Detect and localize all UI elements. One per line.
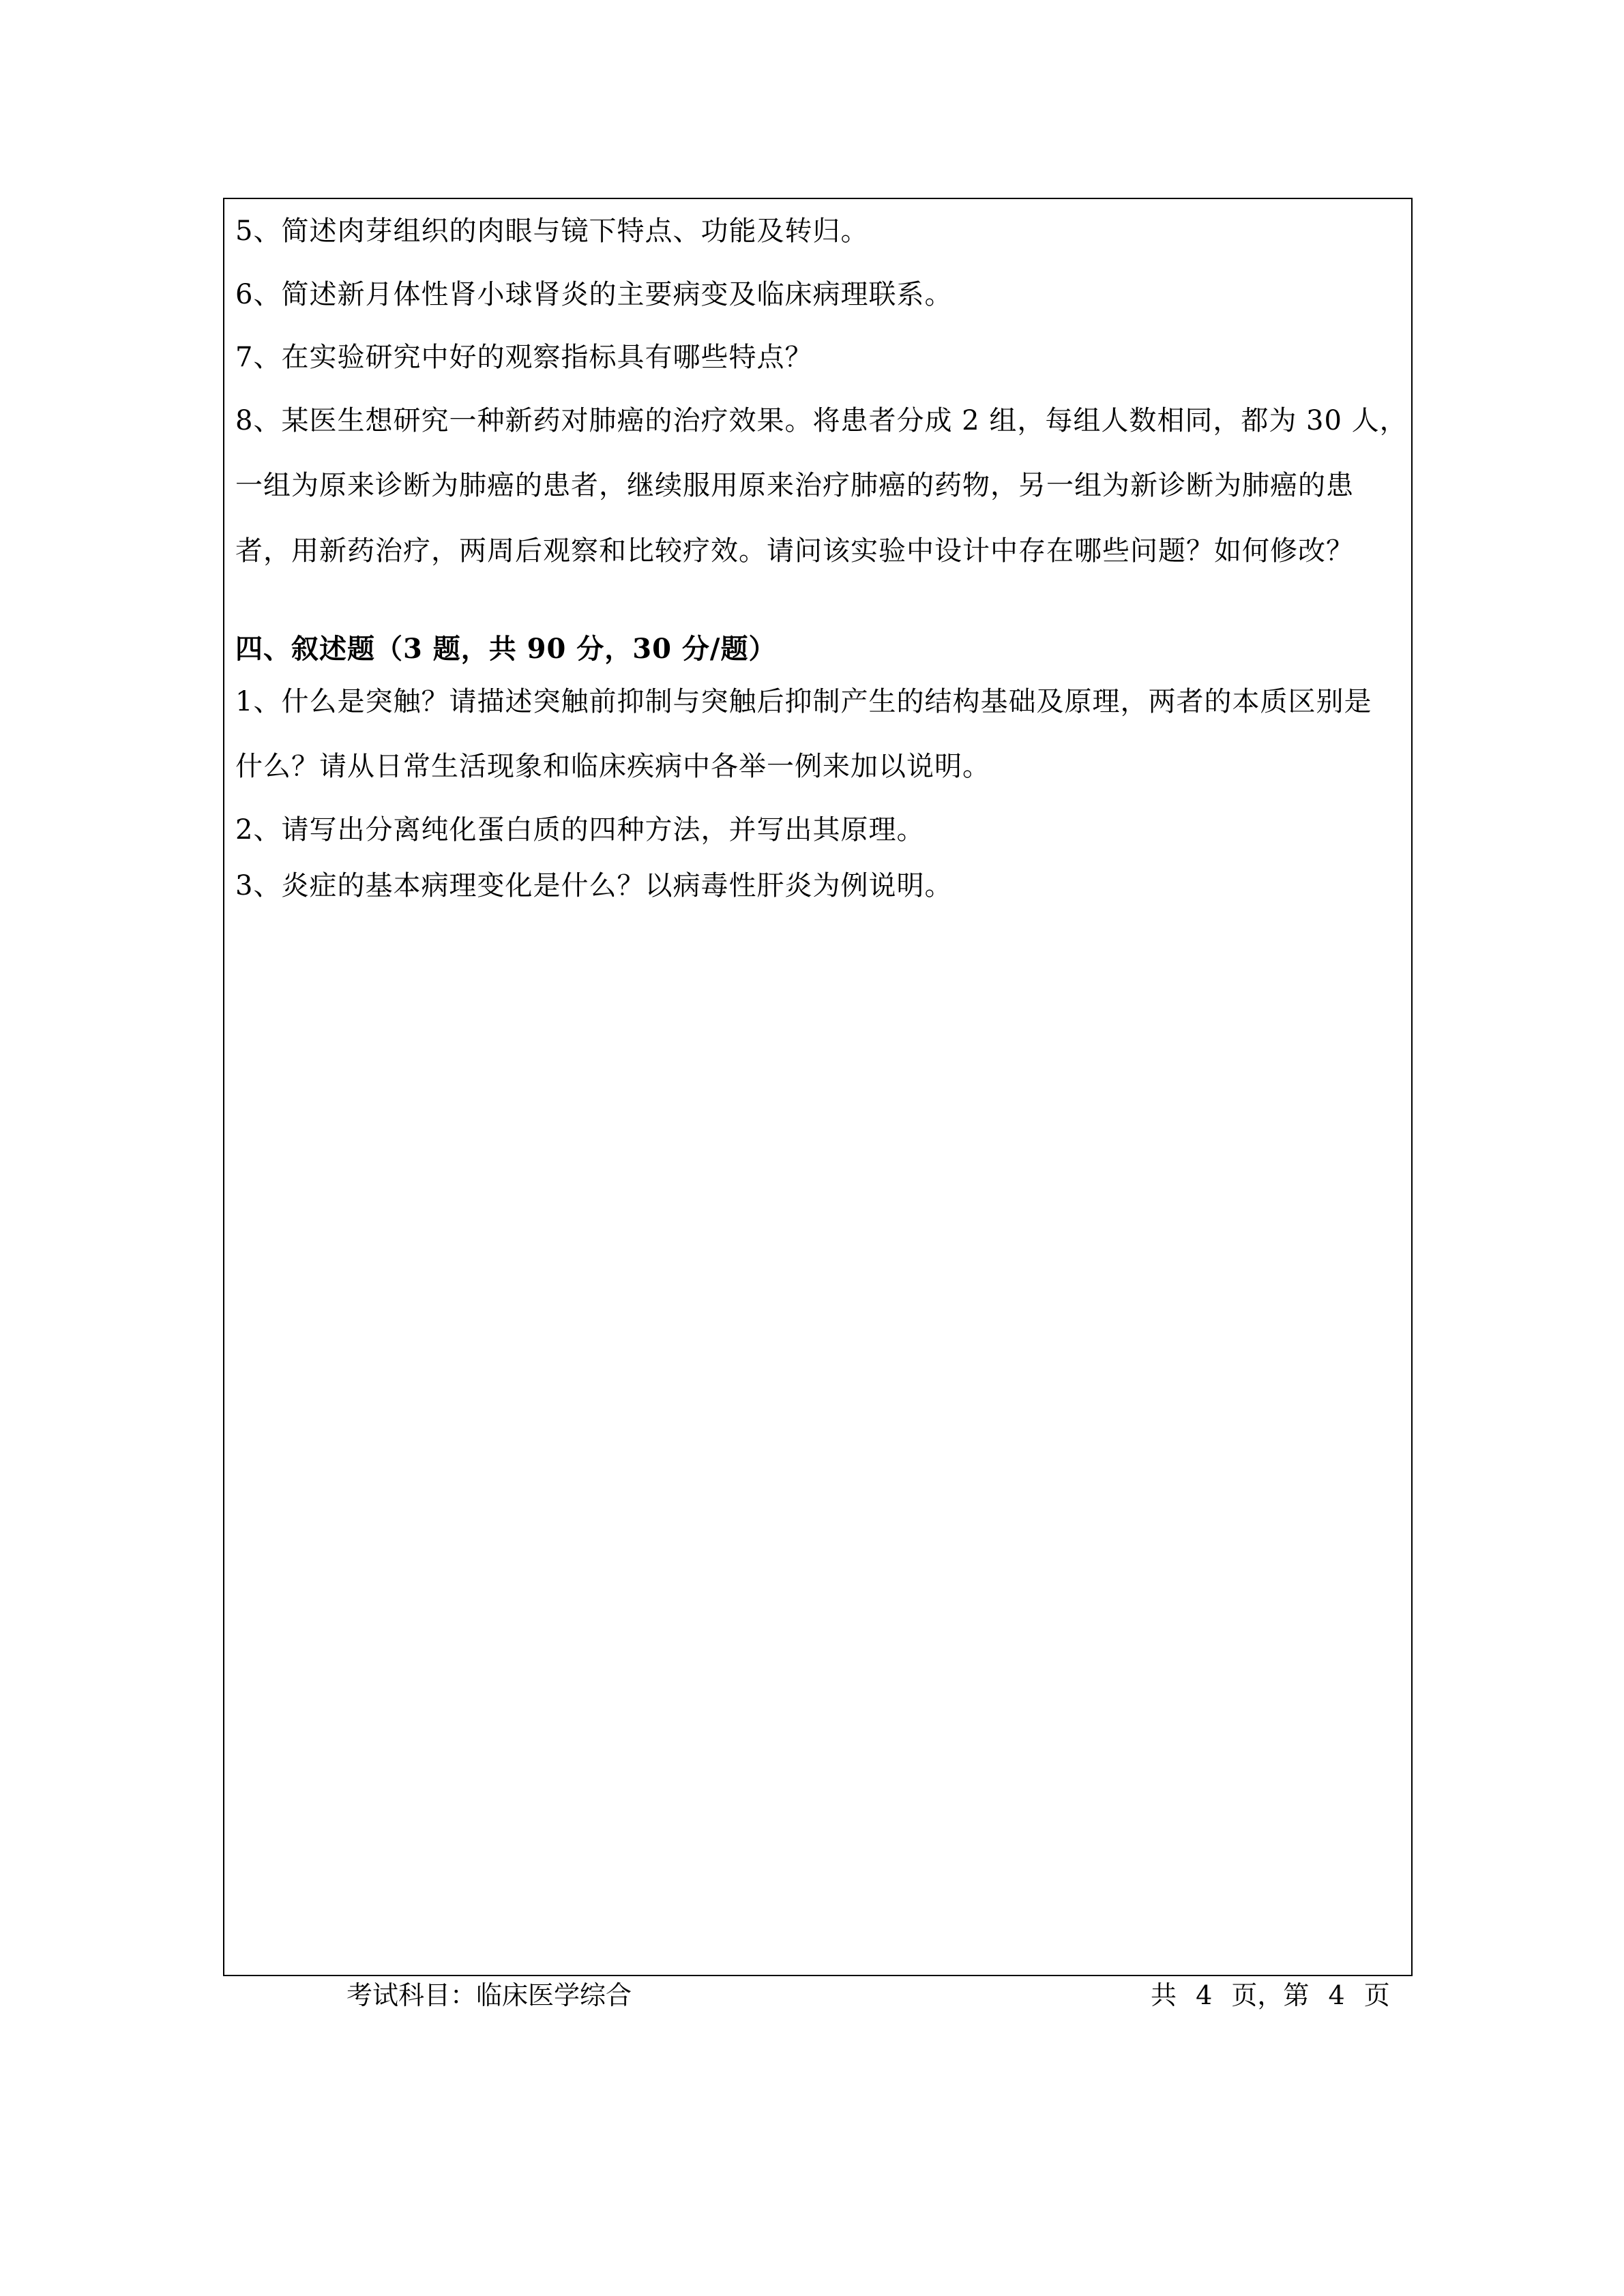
total-prefix: 共 [1151,1980,1177,2010]
total-suffix: 页，第 [1231,1980,1310,2010]
question-8-line-1: 8、某医生想研究一种新药对肺癌的治疗效果。将患者分成 2 组，每组人数相同，都为 30 人， [235,405,1408,436]
question-8-line-3: 者，用新药治疗，两周后观察和比较疗效。请问该实验中设计中存在哪些问题？如何修改？ [235,535,1354,567]
total-pages: 4 [1196,1980,1213,2010]
page-indicator [1151,1978,1390,2013]
current-page: 4 [1328,1980,1345,2010]
question-8-line-2: 一组为原来诊断为肺癌的患者，继续服用原来治疗肺癌的药物，另一组为新诊断为肺癌的患 [235,470,1354,501]
question-6: 6、简述新月体性肾小球肾炎的主要病变及临床病理联系。 [235,279,953,310]
page-suffix: 页 [1363,1980,1390,2010]
essay-question-1-line-2: 什么？请从日常生活现象和临床疾病中各举一例来加以说明。 [235,751,990,782]
exam-subject: 考试科目：临床医学综合 [346,1980,632,2010]
essay-question-3: 3、炎症的基本病理变化是什么？以病毒性肝炎为例说明。 [235,870,953,901]
exam-answer-box [223,198,1413,1976]
section-4-title: 四、叙述题（3 题，共 90 分，30 分/题） [235,633,777,665]
essay-question-2: 2、请写出分离纯化蛋白质的四种方法，并写出其原理。 [235,814,925,846]
question-7: 7、在实验研究中好的观察指标具有哪些特点？ [235,342,813,373]
essay-question-1-line-1: 1、什么是突触？请描述突触前抑制与突触后抑制产生的结构基础及原理，两者的本质区别是 [235,686,1372,717]
question-5: 5、简述肉芽组织的肉眼与镜下特点、功能及转归。 [235,215,869,247]
